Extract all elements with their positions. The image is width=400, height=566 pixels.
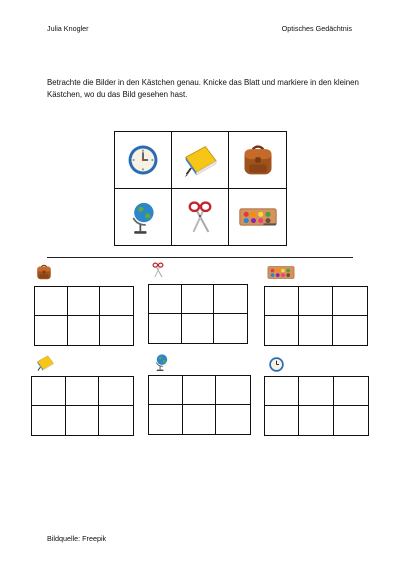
answer-box[interactable] [68, 287, 101, 316]
scissors-icon [186, 200, 214, 234]
picture-cell [229, 132, 286, 189]
answer-box[interactable] [265, 287, 299, 316]
answer-grid-clock [264, 376, 369, 436]
answer-box[interactable] [149, 405, 183, 434]
answer-box[interactable] [183, 376, 217, 405]
globe-icon [128, 198, 158, 236]
answer-box[interactable] [265, 316, 299, 345]
answer-box[interactable] [333, 287, 367, 316]
answer-box[interactable] [334, 377, 368, 406]
picture-cell [172, 189, 229, 246]
answer-box[interactable] [35, 287, 68, 316]
answer-box[interactable] [299, 287, 333, 316]
answer-box[interactable] [214, 314, 247, 343]
picture-cell [115, 189, 172, 246]
answer-box[interactable] [265, 377, 299, 406]
answer-box[interactable] [216, 405, 250, 434]
clock-icon [268, 356, 285, 373]
answer-picture-clock [268, 356, 285, 373]
scissors-icon [151, 262, 165, 278]
fold-line [47, 257, 353, 258]
picture-cell [115, 132, 172, 189]
book-icon [34, 354, 56, 372]
answer-box[interactable] [68, 316, 101, 345]
answer-grid-backpack [34, 286, 134, 346]
answer-box[interactable] [66, 406, 100, 435]
image-source-credit: Bildquelle: Freepik [47, 534, 107, 543]
answer-box[interactable] [182, 314, 215, 343]
answer-picture-palette [266, 264, 296, 281]
answer-box[interactable] [100, 316, 133, 345]
answer-box[interactable] [333, 316, 367, 345]
answer-box[interactable] [35, 316, 68, 345]
paint-palette-icon [266, 264, 296, 281]
answer-box[interactable] [100, 287, 133, 316]
instructions-text: Betrachte die Bilder in den Kästchen genau. Knicke das Blatt und markiere in den kleinen Kästchen, wo du das Bild gesehen hast. [47, 78, 359, 99]
worksheet-title: Optisches Gedächtnis [281, 24, 352, 33]
backpack-icon [239, 142, 277, 178]
answer-grid-scissors [148, 284, 248, 344]
answer-picture-book [34, 354, 56, 372]
answer-box[interactable] [265, 406, 299, 435]
book-icon [180, 143, 220, 177]
answer-box[interactable] [182, 285, 215, 314]
answer-box[interactable] [99, 377, 133, 406]
answer-picture-globe [153, 352, 170, 372]
picture-grid [114, 131, 287, 246]
paint-palette-icon [238, 205, 278, 229]
clock-icon [126, 143, 160, 177]
answer-box[interactable] [32, 406, 66, 435]
answer-box[interactable] [299, 316, 333, 345]
answer-box[interactable] [149, 285, 182, 314]
answer-box[interactable] [66, 377, 100, 406]
answer-box[interactable] [216, 376, 250, 405]
answer-box[interactable] [149, 376, 183, 405]
backpack-icon [35, 263, 53, 281]
answer-box[interactable] [32, 377, 66, 406]
answer-picture-scissors [151, 262, 165, 278]
answer-box[interactable] [214, 285, 247, 314]
answer-box[interactable] [183, 405, 217, 434]
answer-grid-palette [264, 286, 368, 346]
answer-box[interactable] [299, 377, 333, 406]
answer-picture-backpack [35, 263, 53, 281]
answer-box[interactable] [299, 406, 333, 435]
picture-cell [172, 132, 229, 189]
answer-box[interactable] [99, 406, 133, 435]
picture-cell [229, 189, 286, 246]
answer-grid-book [31, 376, 134, 436]
globe-icon [153, 352, 170, 372]
answer-box[interactable] [334, 406, 368, 435]
answer-box[interactable] [149, 314, 182, 343]
author-name: Julia Knogler [47, 24, 89, 33]
answer-grid-globe [148, 375, 251, 435]
